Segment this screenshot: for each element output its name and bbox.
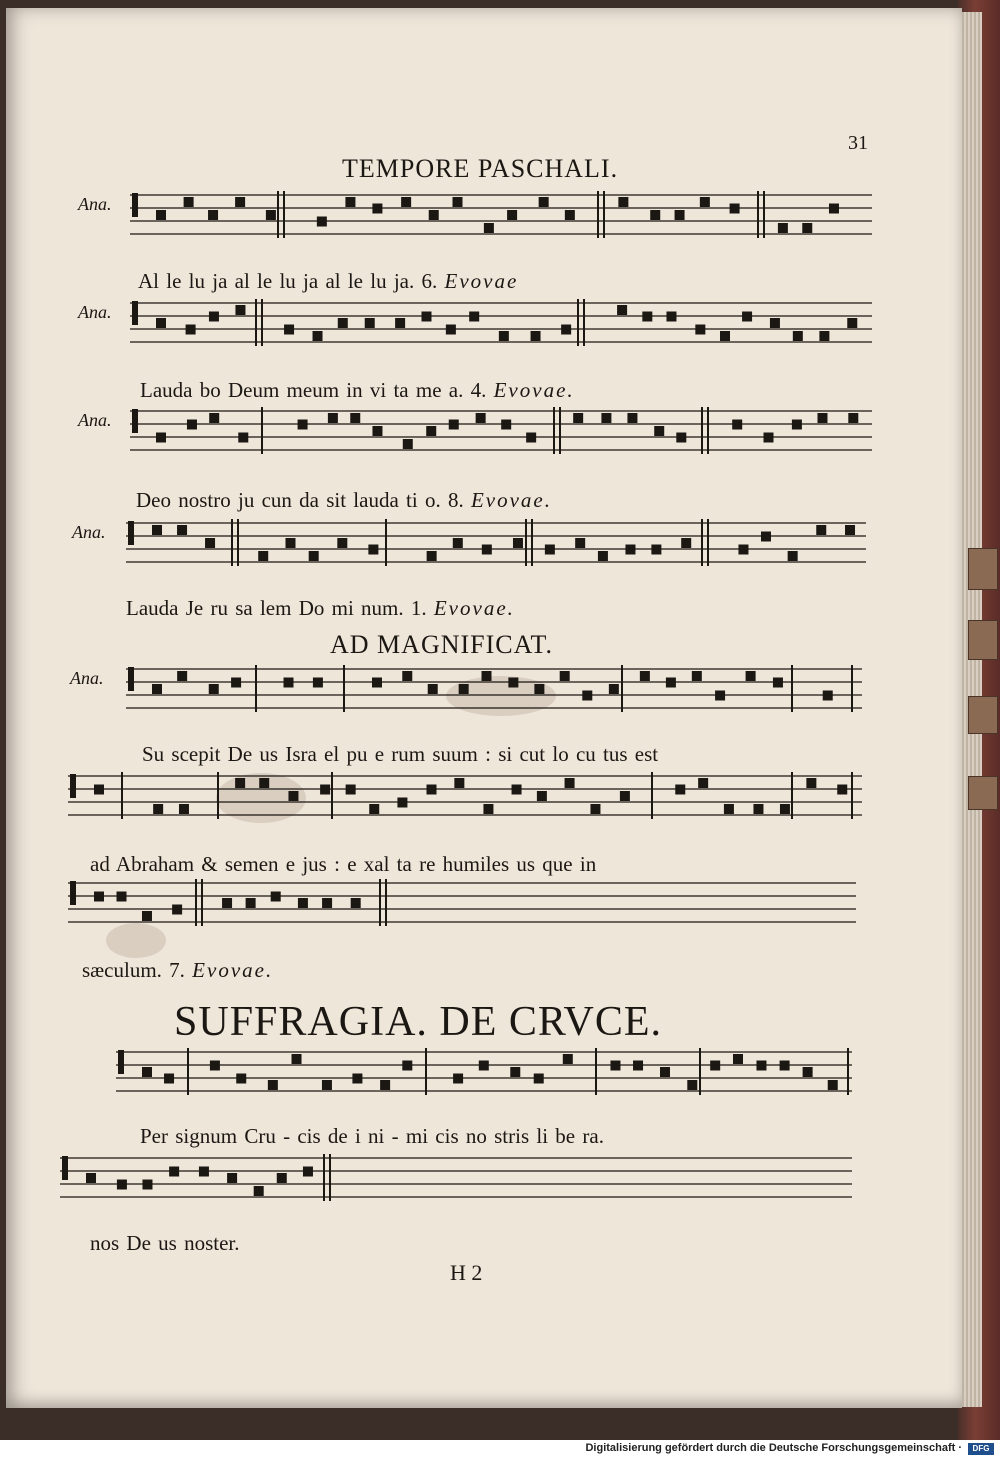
neume-note <box>187 420 197 430</box>
dfg-logo: DFG <box>968 1443 994 1455</box>
neume-note <box>372 678 382 688</box>
neume-note <box>352 1074 362 1084</box>
neume-note <box>700 197 710 207</box>
neume-note <box>292 1054 302 1064</box>
clef-mark <box>118 1050 124 1074</box>
neume-note <box>793 331 803 341</box>
page-tab-4 <box>968 776 998 810</box>
evovae: Evovae. <box>493 378 575 402</box>
neume-note <box>235 305 245 315</box>
antiphon-label: Ana. <box>72 522 106 542</box>
neume-note <box>254 1186 264 1196</box>
neume-note <box>284 325 294 335</box>
neume-note <box>560 671 570 681</box>
neume-note <box>452 197 462 207</box>
neume-note <box>675 210 685 220</box>
neume-note <box>482 671 492 681</box>
neume-note <box>199 1167 209 1177</box>
neume-note <box>806 778 816 788</box>
neume-note <box>338 318 348 328</box>
neume-note <box>169 1167 179 1177</box>
lyric-line-5: Su scepit De us Isra el pu e rum suum : si cut lo cu tus est <box>142 742 659 766</box>
neume-note <box>513 538 523 548</box>
lyric-text: Lauda Je ru sa lem Do mi num. 1. <box>126 596 427 620</box>
neume-note <box>561 325 571 335</box>
neume-note <box>695 325 705 335</box>
neume-note <box>633 1061 643 1071</box>
neume-note <box>369 804 379 814</box>
neume-note <box>86 1173 96 1183</box>
neume-note <box>351 898 361 908</box>
neume-note <box>742 312 752 322</box>
book-page <box>6 8 962 1408</box>
neume-note <box>642 312 652 322</box>
neume-note <box>235 778 245 788</box>
neume-note <box>402 1061 412 1071</box>
heading-suffragia: SUFFRAGIA. DE CRVCE. <box>174 999 663 1045</box>
neume-note <box>209 684 219 694</box>
neume-note <box>258 551 268 561</box>
clef-mark <box>70 881 76 905</box>
neume-note <box>802 223 812 233</box>
neume-note <box>575 538 585 548</box>
neume-note <box>730 204 740 214</box>
neume-note <box>142 1180 152 1190</box>
neume-note <box>268 1080 278 1090</box>
neume-note <box>573 413 583 423</box>
neume-note <box>620 791 630 801</box>
neume-note <box>156 210 166 220</box>
neume-note <box>428 684 438 694</box>
clef-mark <box>132 193 138 217</box>
clef-mark <box>62 1156 68 1180</box>
neume-note <box>236 1074 246 1084</box>
neume-note <box>508 678 518 688</box>
neume-note <box>829 204 839 214</box>
lyric-line-8: Per signum Cru - cis de i ni - mi cis no stris li be ra. <box>140 1124 604 1148</box>
neume-note <box>753 804 763 814</box>
neume-note <box>651 545 661 555</box>
neume-note <box>746 671 756 681</box>
neume-note <box>446 325 456 335</box>
neume-note <box>484 223 494 233</box>
neume-note <box>534 684 544 694</box>
lyric-text: sæculum. 7. <box>82 958 185 982</box>
neume-note <box>537 791 547 801</box>
neume-note <box>479 1061 489 1071</box>
neume-note <box>152 525 162 535</box>
neume-note <box>94 892 104 902</box>
neume-note <box>345 197 355 207</box>
neume-note <box>817 413 827 423</box>
page-number: 31 <box>848 132 868 154</box>
neume-note <box>449 420 459 430</box>
neume-note <box>590 804 600 814</box>
neume-note <box>666 678 676 688</box>
heading-ad-magnificat: AD MAGNIFICAT. <box>330 630 553 659</box>
neume-note <box>565 210 575 220</box>
neume-note <box>788 551 798 561</box>
antiphon-label: Ana. <box>78 410 112 430</box>
neume-note <box>309 551 319 561</box>
neume-note <box>380 1080 390 1090</box>
neume-note <box>476 413 486 423</box>
neume-note <box>845 525 855 535</box>
evovae: Evovae. <box>470 488 552 512</box>
neume-note <box>164 1074 174 1084</box>
neume-note <box>322 1080 332 1090</box>
neume-note <box>650 210 660 220</box>
neume-note <box>837 785 847 795</box>
neume-note <box>403 439 413 449</box>
neume-note <box>531 331 541 341</box>
neume-note <box>778 223 788 233</box>
page-tab-3 <box>968 696 998 734</box>
footer-bar <box>0 1440 1000 1459</box>
neume-note <box>117 892 127 902</box>
lyric-text: Deo nostro ju cun da sit lauda ti o. 8. <box>136 488 464 512</box>
neume-note <box>205 538 215 548</box>
neume-note <box>142 911 152 921</box>
neume-note <box>507 210 517 220</box>
neume-note <box>298 420 308 430</box>
neume-note <box>259 778 269 788</box>
neume-note <box>698 778 708 788</box>
antiphon-label: Ana. <box>70 668 104 688</box>
neume-note <box>627 413 637 423</box>
page-tab-2 <box>968 620 998 660</box>
neume-note <box>227 1173 237 1183</box>
neume-note <box>601 413 611 423</box>
clef-mark <box>128 521 134 545</box>
neume-note <box>823 691 833 701</box>
neume-note <box>238 433 248 443</box>
neume-note <box>510 1067 520 1077</box>
neume-note <box>303 1167 313 1177</box>
neume-note <box>819 331 829 341</box>
neume-note <box>422 312 432 322</box>
neume-note <box>427 551 437 561</box>
neume-note <box>172 905 182 915</box>
neume-note <box>545 545 555 555</box>
neume-note <box>501 420 511 430</box>
neume-note <box>681 538 691 548</box>
chant-notation <box>6 8 962 1408</box>
neume-note <box>401 197 411 207</box>
neume-note <box>266 210 276 220</box>
neume-note <box>317 217 327 227</box>
neume-note <box>483 804 493 814</box>
neume-note <box>654 426 664 436</box>
clef-mark <box>132 301 138 325</box>
neume-note <box>209 413 219 423</box>
neume-note <box>350 413 360 423</box>
neume-note <box>715 691 725 701</box>
antiphon-label: Ana. <box>78 302 112 322</box>
neume-note <box>764 433 774 443</box>
neume-note <box>618 197 628 207</box>
neume-note <box>733 1054 743 1064</box>
neume-note <box>298 898 308 908</box>
neume-note <box>313 678 323 688</box>
neume-note <box>640 671 650 681</box>
neume-note <box>372 204 382 214</box>
lyric-text: Al le lu ja al le lu ja al le lu ja. 6. <box>138 269 438 293</box>
neume-note <box>152 684 162 694</box>
neume-note <box>692 671 702 681</box>
neume-note <box>710 1061 720 1071</box>
neume-note <box>235 197 245 207</box>
neume-note <box>828 1080 838 1090</box>
neume-note <box>499 331 509 341</box>
neume-note <box>246 898 256 908</box>
neume-note <box>322 898 332 908</box>
page-tab-1 <box>968 548 998 590</box>
neume-note <box>284 678 294 688</box>
neume-note <box>453 1074 463 1084</box>
neume-note <box>288 791 298 801</box>
neume-note <box>780 804 790 814</box>
neume-note <box>368 545 378 555</box>
neume-note <box>153 804 163 814</box>
neume-note <box>117 1180 127 1190</box>
neume-note <box>372 426 382 436</box>
neume-note <box>313 331 323 341</box>
neume-note <box>720 331 730 341</box>
neume-note <box>598 551 608 561</box>
neume-note <box>526 433 536 443</box>
footer-credit: Digitalisierung gefördert durch die Deutsche Forschungsgemeinschaft · <box>585 1442 962 1454</box>
neume-note <box>534 1074 544 1084</box>
neume-note <box>285 538 295 548</box>
lyric-line-9: nos De us noster. <box>90 1231 240 1255</box>
neume-note <box>365 318 375 328</box>
neume-note <box>732 420 742 430</box>
neume-note <box>803 1067 813 1077</box>
neume-note <box>469 312 479 322</box>
neume-note <box>761 532 771 542</box>
neume-note <box>738 545 748 555</box>
neume-note <box>231 678 241 688</box>
neume-note <box>609 684 619 694</box>
neume-note <box>724 804 734 814</box>
neume-note <box>459 684 469 694</box>
neume-note <box>847 318 857 328</box>
neume-note <box>610 1061 620 1071</box>
clef-mark <box>128 667 134 691</box>
neume-note <box>426 426 436 436</box>
neume-note <box>320 785 330 795</box>
neume-note <box>675 785 685 795</box>
neume-note <box>277 1173 287 1183</box>
evovae: Evovae <box>444 269 519 293</box>
neume-note <box>397 798 407 808</box>
neume-note <box>756 1061 766 1071</box>
neume-note <box>156 433 166 443</box>
neume-note <box>177 671 187 681</box>
neume-note <box>328 413 338 423</box>
neume-note <box>222 898 232 908</box>
signature-mark: H 2 <box>450 1260 483 1285</box>
neume-note <box>429 210 439 220</box>
neume-note <box>676 433 686 443</box>
neume-note <box>177 525 187 535</box>
neume-note <box>666 312 676 322</box>
neume-note <box>186 325 196 335</box>
neume-note <box>395 318 405 328</box>
neume-note <box>792 420 802 430</box>
neume-note <box>271 892 281 902</box>
neume-note <box>346 785 356 795</box>
neume-note <box>453 538 463 548</box>
neume-note <box>210 1061 220 1071</box>
neume-note <box>454 778 464 788</box>
neume-note <box>402 671 412 681</box>
neume-note <box>142 1067 152 1077</box>
neume-note <box>184 197 194 207</box>
neume-note <box>770 318 780 328</box>
neume-note <box>816 525 826 535</box>
neume-note <box>179 804 189 814</box>
neume-note <box>660 1067 670 1077</box>
neume-note <box>565 778 575 788</box>
neume-note <box>773 678 783 688</box>
lyric-text: Lauda bo Deum meum in vi ta me a. 4. <box>140 378 487 402</box>
neume-note <box>582 691 592 701</box>
neume-note <box>337 538 347 548</box>
neume-note <box>209 312 219 322</box>
neume-note <box>625 545 635 555</box>
neume-note <box>94 785 104 795</box>
neume-note <box>156 318 166 328</box>
neume-note <box>563 1054 573 1064</box>
neume-note <box>687 1080 697 1090</box>
evovae: Evovae. <box>192 958 274 982</box>
neume-note <box>848 413 858 423</box>
neume-note <box>208 210 218 220</box>
clef-mark <box>132 409 138 433</box>
clef-mark <box>70 774 76 798</box>
neume-note <box>512 785 522 795</box>
neume-note <box>427 785 437 795</box>
neume-note <box>780 1061 790 1071</box>
antiphon-label: Ana. <box>78 194 112 214</box>
neume-note <box>482 545 492 555</box>
heading-tempore-paschali: TEMPORE PASCHALI. <box>342 154 619 183</box>
neume-note <box>617 305 627 315</box>
lyric-line-6: ad Abraham & semen e jus : e xal ta re humiles us que in <box>90 852 597 876</box>
neume-note <box>539 197 549 207</box>
evovae: Evovae. <box>433 596 515 620</box>
